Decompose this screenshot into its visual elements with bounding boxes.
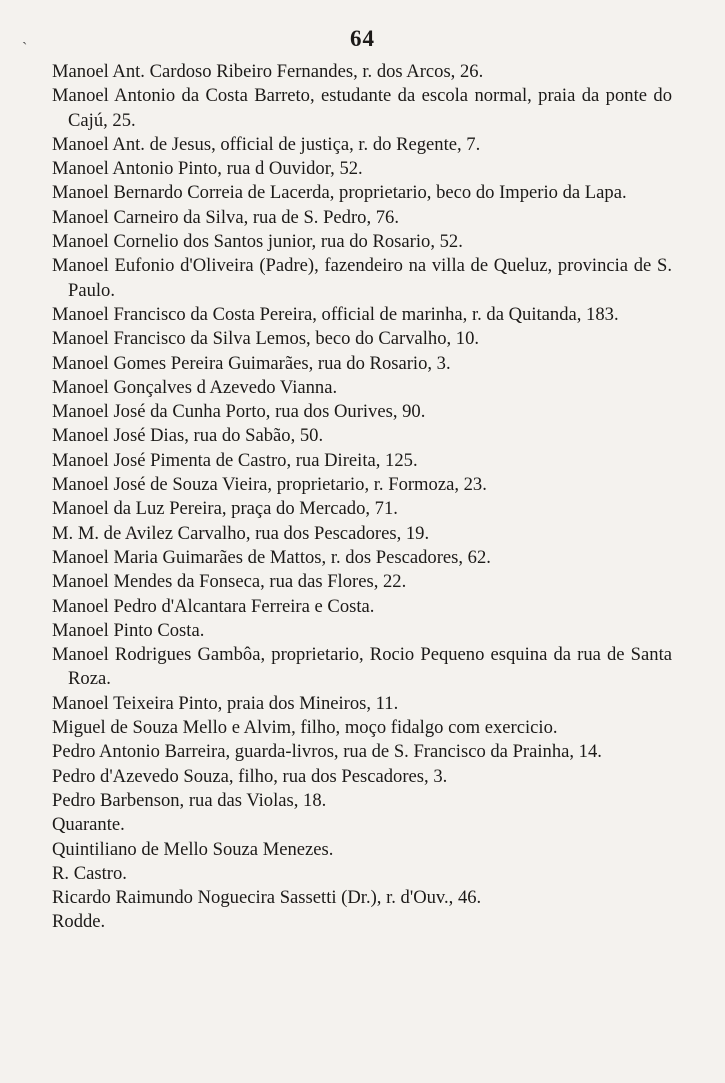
directory-entry: Manoel da Luz Pereira, praça do Mercado, 71.	[52, 498, 398, 520]
page-number: 64	[350, 26, 375, 51]
directory-entry: Manoel Carneiro da Silva, rua de S. Pedro, 76.	[52, 206, 400, 228]
directory-entry: Manoel Antonio Pinto, rua d Ouvidor, 52.	[52, 158, 363, 180]
directory-entry: Manoel José Pimenta de Castro, rua Direita, 125.	[52, 449, 418, 471]
directory-entry: Manoel Mendes da Fonseca, rua das Flores, 22.	[52, 571, 407, 593]
directory-entry: Manoel Gomes Pereira Guimarães, rua do Rosario, 3.	[52, 352, 451, 374]
directory-entry: Manoel Teixeira Pinto, praia dos Mineiros, 11.	[52, 692, 399, 714]
directory-entry: R. Castro.	[52, 862, 127, 884]
directory-entry: Manoel Pedro d'Alcantara Ferreira e Costa.	[52, 595, 375, 617]
directory-entry: Manoel Ant. Cardoso Ribeiro Fernandes, r. dos Arcos, 26.	[52, 61, 484, 82]
directory-entry: Manoel Antonio da Costa Barreto, estudante da escola normal, praia da ponte do Cajú, 25.	[52, 85, 672, 131]
directory-entry: Manoel Ant. de Jesus, official de justiça, r. do Regente, 7.	[52, 133, 481, 155]
directory-entry: M. M. de Avilez Carvalho, rua dos Pescadores, 19.	[52, 522, 430, 544]
directory-entry: Manoel Bernardo Correia de Lacerda, proprietario, beco do Imperio da Lapa.	[52, 182, 627, 204]
directory-entry: Manoel Francisco da Costa Pereira, official de marinha, r. da Quitanda, 183.	[52, 303, 619, 325]
directory-entry: Manoel José de Souza Vieira, proprietario, r. Formoza, 23.	[52, 474, 487, 496]
directory-entry: Rodde.	[52, 911, 106, 933]
directory-entry: Pedro d'Azevedo Souza, filho, rua dos Pescadores, 3.	[52, 765, 448, 787]
directory-entry: Manoel José Dias, rua do Sabão, 50.	[52, 425, 324, 447]
directory-entry: Miguel de Souza Mello e Alvim, filho, moço fidalgo com exercicio.	[52, 717, 558, 739]
directory-list	[52, 60, 672, 935]
directory-entry: Quarante.	[52, 814, 125, 836]
directory-entry: Manoel Eufonio d'Oliveira (Padre), fazendeiro na villa de Queluz, provincia de S. Paulo.	[52, 255, 672, 301]
directory-entry: Manoel Francisco da Silva Lemos, beco do Carvalho, 10.	[52, 328, 480, 350]
directory-entry: Manoel Rodrigues Gambôa, proprietario, Rocio Pequeno esquina da rua de Santa Roza.	[52, 644, 672, 690]
directory-entry: Manoel Pinto Costa.	[52, 619, 205, 641]
directory-entry: Pedro Antonio Barreira, guarda-livros, rua de S. Francisco da Prainha, 14.	[52, 741, 602, 763]
stray-ink-mark: `	[22, 40, 28, 57]
directory-entry: Quintiliano de Mello Souza Menezes.	[52, 838, 334, 860]
directory-entry: Pedro Barbenson, rua das Violas, 18.	[52, 789, 327, 811]
directory-entry: Ricardo Raimundo Noguecira Sassetti (Dr.), r. d'Ouv., 46.	[52, 887, 482, 909]
directory-entry: Manoel Cornelio dos Santos junior, rua do Rosario, 52.	[52, 231, 463, 253]
directory-entry: Manoel Gonçalves d Azevedo Vianna.	[52, 376, 338, 398]
directory-entry: Manoel Maria Guimarães de Mattos, r. dos Pescadores, 62.	[52, 546, 491, 568]
directory-entry: Manoel José da Cunha Porto, rua dos Ourives, 90.	[52, 401, 426, 423]
